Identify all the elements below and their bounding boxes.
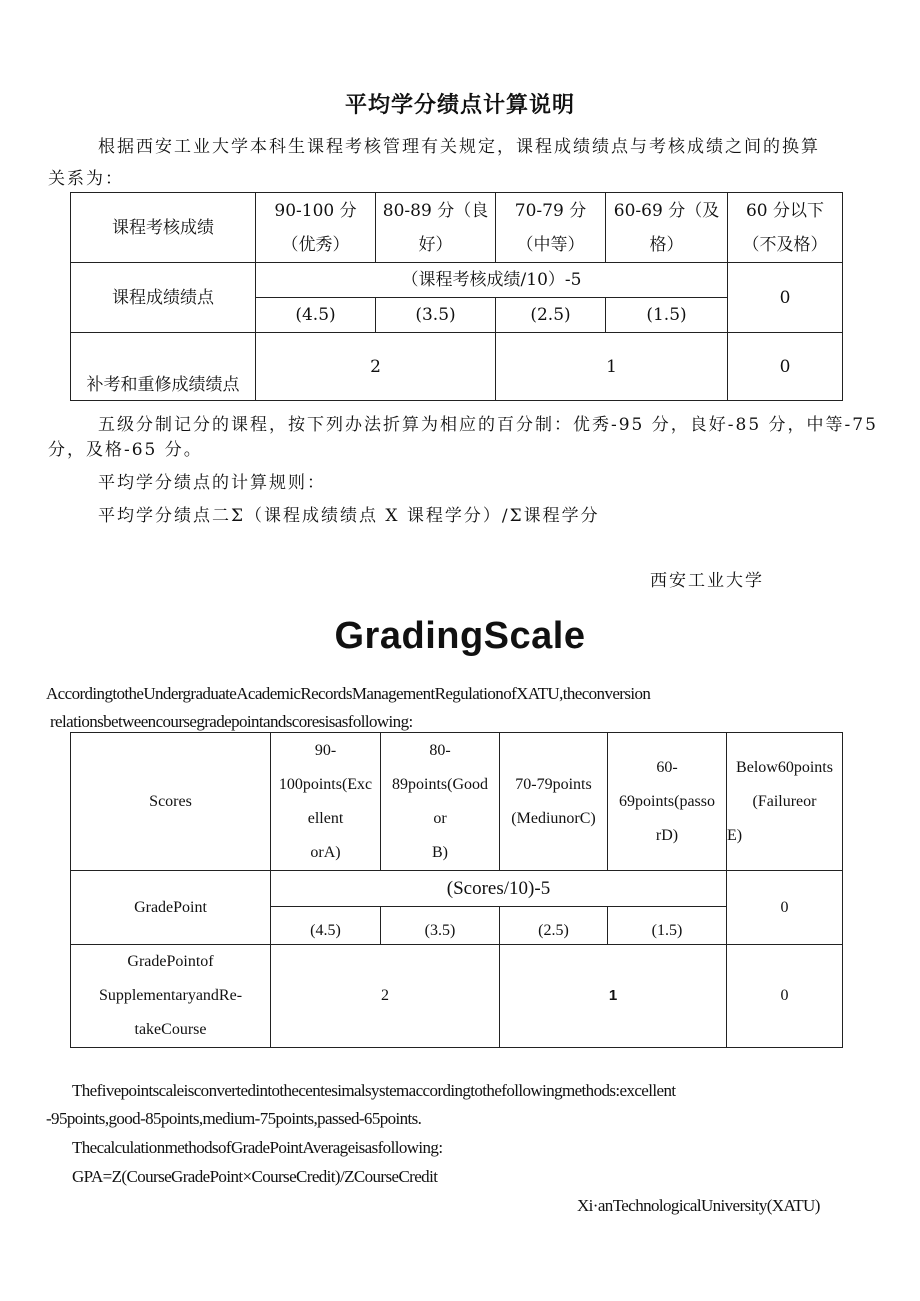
- cn-grade-table: [70, 192, 843, 401]
- en-score-line: or: [433, 809, 447, 827]
- en-score-line: 89points(Good: [392, 775, 488, 793]
- en-score-line: 69points(passo: [619, 792, 715, 810]
- en-retake-value: 0: [727, 945, 843, 1048]
- en-score-good: [381, 733, 500, 871]
- cn-gp-label: 课程成绩绩点: [71, 263, 256, 333]
- cn-score-line2: （优秀）: [281, 234, 350, 255]
- cn-rule-label: 平均学分绩点的计算规则：: [98, 473, 326, 493]
- en-grade-table: [70, 732, 843, 1048]
- cn-retake-value: 2: [256, 333, 496, 401]
- en-score-line: ellent: [307, 809, 344, 827]
- cn-score-line2: 好）: [418, 234, 453, 255]
- en-score-line: 70-79points: [515, 775, 592, 793]
- en-gp-value: (4.5): [271, 907, 381, 945]
- en-signature: Xi·anTechnologicalUniversity(XATU): [577, 1196, 820, 1215]
- cn-retake-label: 补考和重修成绩绩点: [71, 333, 256, 401]
- en-gp-formula: (Scores/10)-5: [271, 871, 727, 907]
- cn-score-line2: （中等）: [516, 234, 585, 255]
- en-gp-value: (1.5): [608, 907, 727, 945]
- cn-score-line1: 90-100 分: [274, 200, 357, 221]
- cn-retake-value: 1: [496, 333, 728, 401]
- en-score-line: 100points(Exc: [278, 775, 373, 793]
- cn-score-line2: 格）: [649, 234, 684, 255]
- cn-intro-line2: 关系为：: [48, 169, 124, 189]
- cn-retake-row: [71, 333, 843, 401]
- en-note-line1: Thefivepointscaleisconvertedintothecentesimalsystemaccordingtothefollowingmethods:excellent: [72, 1081, 676, 1100]
- cn-gp-value: (2.5): [496, 298, 606, 333]
- en-retake-value: 2: [271, 945, 500, 1048]
- cn-score-line1: 80-89 分（良: [382, 200, 489, 221]
- cn-gp-fail: 0: [728, 263, 843, 333]
- en-retake-label-line: GradePointof: [127, 953, 214, 970]
- cn-score-line2: （不及格）: [742, 234, 828, 255]
- en-retake-value: 1: [500, 945, 727, 1048]
- en-note-line2: -95points,good-85points,medium-75points,passed-65points.: [46, 1109, 422, 1128]
- cn-page-title: 平均学分绩点计算说明: [344, 93, 575, 118]
- cn-note-line1: 五级分制记分的课程，按下列办法折算为相应的百分制：优秀-95 分，良好-85 分，中等-75: [98, 415, 878, 435]
- cn-rule-formula: 平均学分绩点二Σ（课程成绩绩点 X 课程学分）∕Σ课程学分: [98, 506, 600, 526]
- en-intro-line2: relationsbetweencoursegradepointandscoresisasfollowing:: [50, 712, 413, 731]
- cn-score-fail: [728, 193, 843, 263]
- cn-intro-line1: 根据西安工业大学本科生课程考核管理有关规定，课程成绩绩点与考核成绩之间的换算: [98, 137, 820, 157]
- cn-score-good: [376, 193, 496, 263]
- en-score-line: orA): [310, 843, 341, 861]
- en-score-line: 80-: [429, 741, 451, 759]
- en-gp-value: (2.5): [500, 907, 608, 945]
- cn-score-line1: 60-69 分（及: [613, 200, 720, 221]
- cn-note-line2: 分，及格-65 分。: [48, 440, 203, 460]
- cn-score-line1: 70-79 分: [514, 200, 587, 221]
- cn-retake-value: 0: [728, 333, 843, 401]
- en-retake-label-line: SupplementaryandRe-: [98, 987, 243, 1004]
- cn-gp-value: (1.5): [606, 298, 728, 333]
- cn-score-line1: 60 分以下: [745, 200, 825, 221]
- cn-gp-value: (4.5): [256, 298, 376, 333]
- cn-gp-row: [71, 263, 843, 298]
- en-score-excellent: [271, 733, 381, 871]
- en-score-line: rD): [655, 826, 679, 844]
- en-score-line: 60-: [656, 758, 678, 776]
- en-gp-label: GradePoint: [71, 871, 271, 945]
- en-score-pass: [608, 733, 727, 871]
- cn-score-pass: [606, 193, 728, 263]
- en-score-line: (Failureor: [752, 792, 817, 810]
- en-gp-value: (3.5): [381, 907, 500, 945]
- en-page-title: GradingScale: [334, 615, 586, 657]
- cn-score-excellent: [256, 193, 376, 263]
- cn-signature: 西安工业大学: [650, 571, 764, 591]
- en-header-label: Scores: [71, 733, 271, 871]
- cn-score-medium: [496, 193, 606, 263]
- en-score-line: (MediunorC): [511, 809, 596, 827]
- en-rule-formula: GPA=Z(CourseGradePoint×CourseCredit)/ZCourseCredit: [72, 1167, 438, 1186]
- en-gp-fail: 0: [727, 871, 843, 945]
- en-rule-label: ThecalculationmethodsofGradePointAverageisasfollowing:: [72, 1138, 443, 1157]
- en-score-medium: [500, 733, 608, 871]
- en-retake-label: [71, 945, 271, 1048]
- en-score-line: 90-: [314, 741, 337, 759]
- cn-gp-formula: （课程考核成绩/10）-5: [256, 263, 728, 298]
- en-retake-row: [71, 945, 843, 1048]
- en-score-line: Below60points: [736, 758, 833, 776]
- cn-header-row: [71, 193, 843, 263]
- en-score-line: B): [432, 843, 448, 861]
- en-gp-row: [71, 871, 843, 907]
- en-score-fail: [727, 733, 843, 871]
- en-retake-label-line: takeCourse: [134, 1021, 207, 1038]
- cn-gp-value: (3.5): [376, 298, 496, 333]
- en-header-row: [71, 733, 843, 871]
- cn-header-label: 课程考核成绩: [71, 193, 256, 263]
- en-intro-line1: AccordingtotheUndergraduateAcademicRecordsManagementRegulationofXATU,theconversion: [46, 684, 651, 703]
- en-score-line: E): [727, 826, 743, 844]
